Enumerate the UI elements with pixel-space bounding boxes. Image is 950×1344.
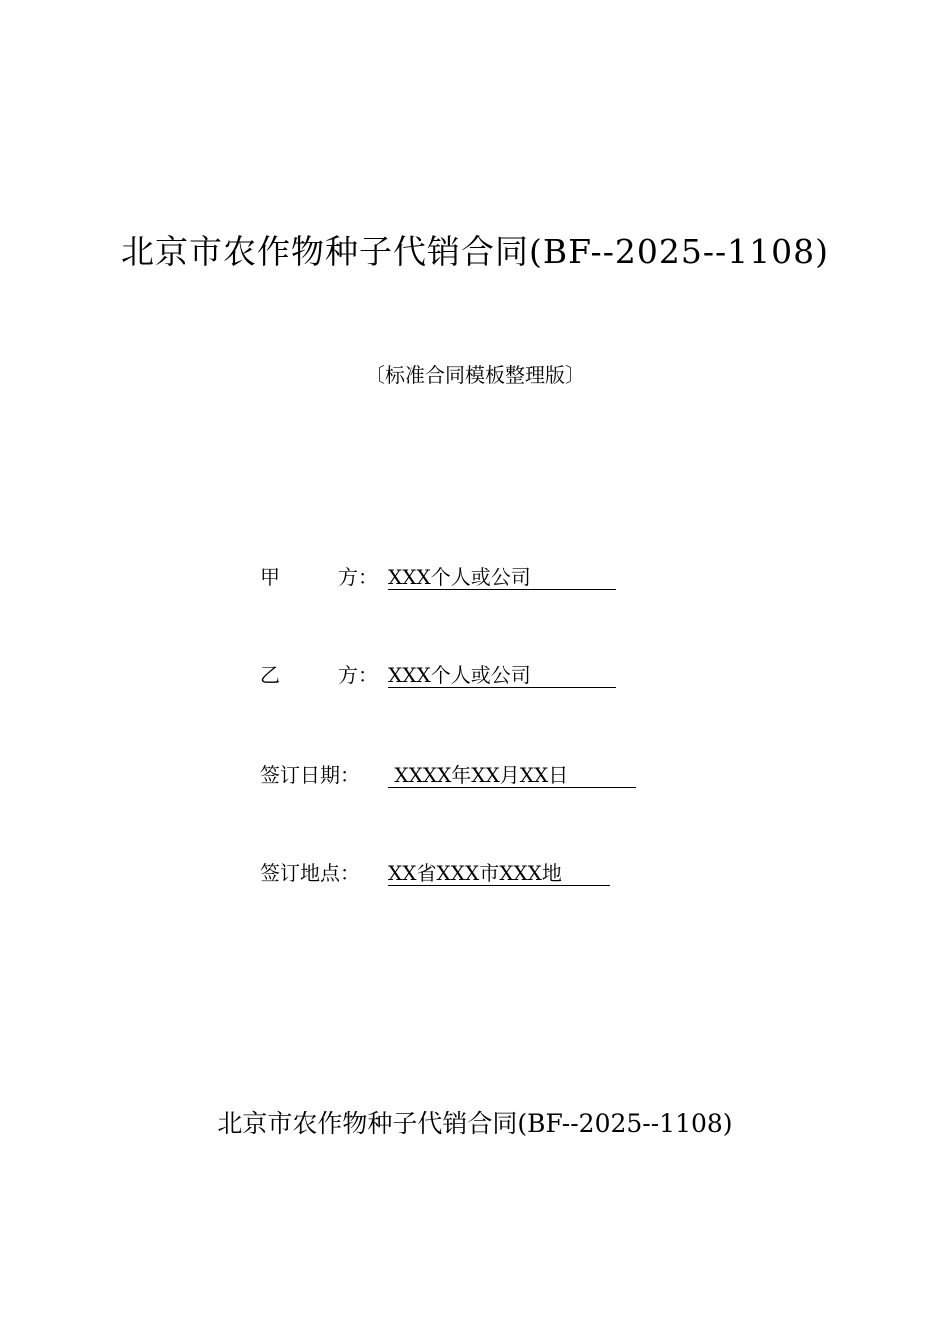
sign-date-field <box>260 760 636 790</box>
party-a-label-char: 甲 <box>260 565 280 589</box>
document-title: 北京市农作物种子代销合同(BF--2025--1108) <box>121 232 829 271</box>
party-a-field <box>260 562 616 592</box>
party-b-label-suffix: 方： <box>338 663 378 687</box>
document-subtitle: 〔标准合同模板整理版〕 <box>365 363 585 387</box>
party-a-label-suffix: 方： <box>338 565 378 589</box>
sign-date-value: XXXX年XX月XX日 <box>388 763 636 788</box>
sign-place-label: 签订地点： <box>260 861 360 885</box>
sign-place-value: XX省XXX市XXX地 <box>388 861 610 886</box>
party-a-value: XXX个人或公司 <box>388 565 616 590</box>
party-b-value: XXX个人或公司 <box>388 663 616 688</box>
party-b-field <box>260 660 616 690</box>
sign-place-field <box>260 858 610 888</box>
party-b-label-char: 乙 <box>260 663 280 687</box>
sign-date-label: 签订日期： <box>260 763 360 787</box>
party-a-label <box>260 562 388 592</box>
document-footer-title: 北京市农作物种子代销合同(BF--2025--1108) <box>217 1109 733 1138</box>
party-b-label <box>260 660 388 690</box>
